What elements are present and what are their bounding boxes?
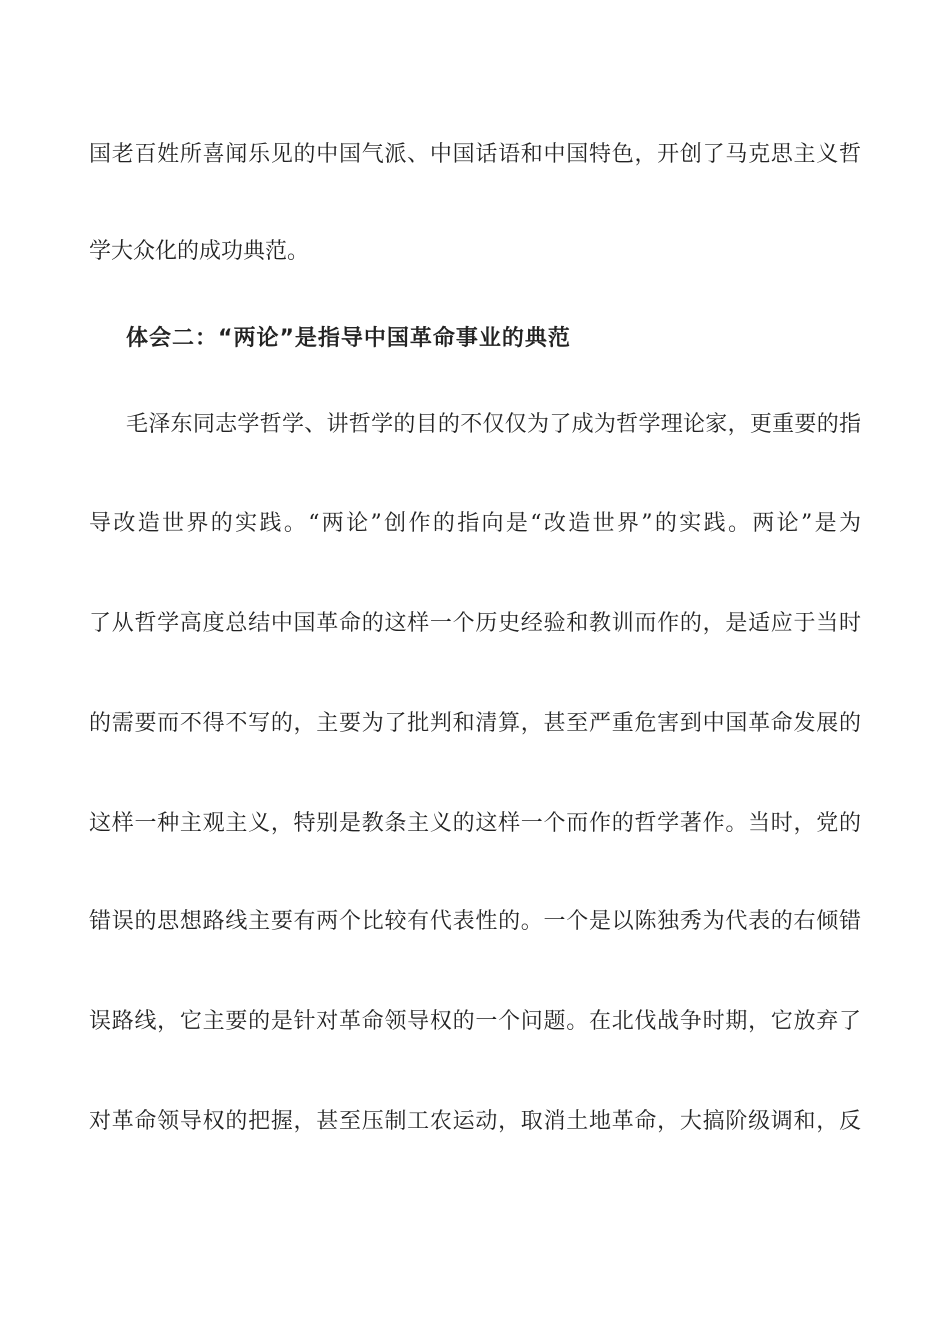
text-line: 错误的思想路线主要有两个比较有代表性的。一个是以陈独秀为代表的右倾错 [89, 909, 861, 934]
text-line: 国老百姓所喜闻乐见的中国气派、中国话语和中国特色，开创了马克思主义哲 [89, 142, 861, 167]
section-heading: 体会二：“两论”是指导中国革命事业的典范 [126, 326, 571, 351]
text-line: 这样一种主观主义，特别是教条主义的这样一个而作的哲学著作。当时，党的 [89, 811, 861, 836]
text-line: 毛泽东同志学哲学、讲哲学的目的不仅仅为了成为哲学理论家，更重要的指 [126, 412, 861, 437]
text-line: 学大众化的成功典范。 [89, 239, 310, 264]
text-line: 对革命领导权的把握，甚至压制工农运动，取消土地革命，大搞阶级调和，反 [89, 1109, 861, 1134]
text-line: 导改造世界的实践。“两论”创作的指向是“改造世界”的实践。两论”是为 [89, 511, 861, 536]
text-line: 的需要而不得不写的，主要为了批判和清算，甚至严重危害到中国革命发展的 [89, 711, 861, 736]
text-line: 误路线，它主要的是针对革命领导权的一个问题。在北伐战争时期，它放弃了 [89, 1009, 861, 1034]
text-line: 了从哲学高度总结中国革命的这样一个历史经验和教训而作的，是适应于当时 [89, 611, 861, 636]
